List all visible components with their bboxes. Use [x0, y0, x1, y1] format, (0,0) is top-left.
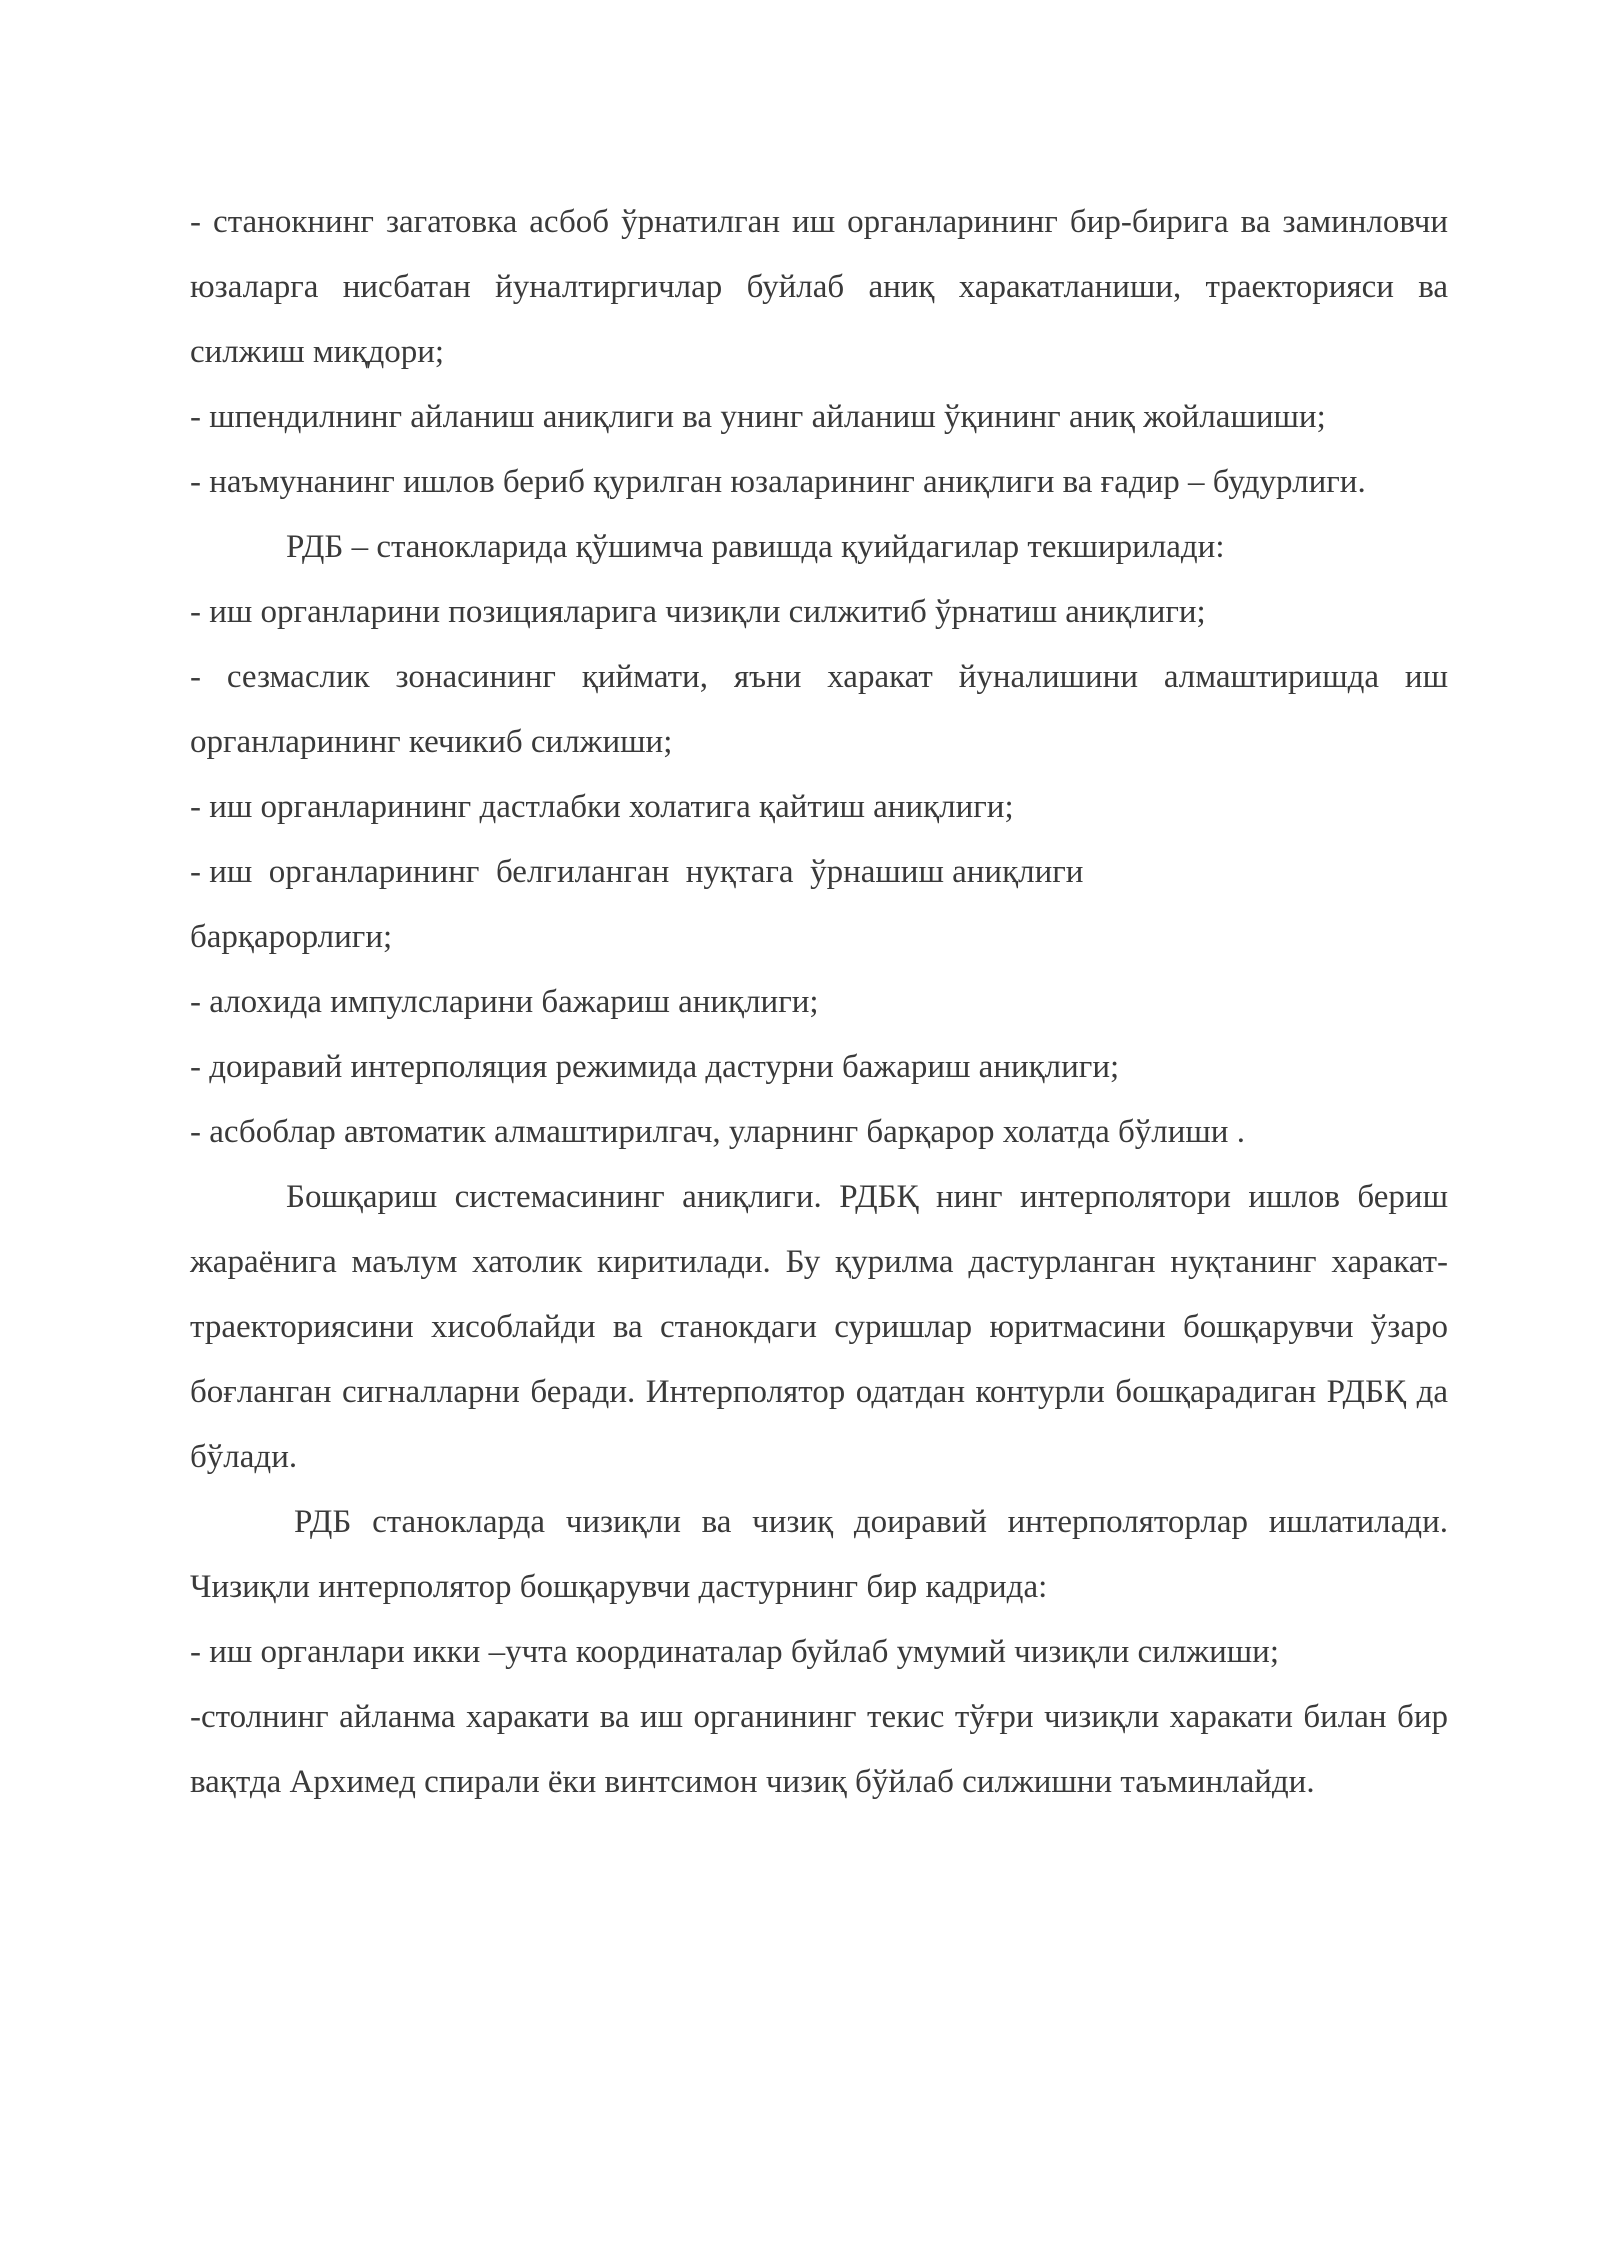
paragraph-item: - иш органларининг дастлабки холатига қайтиш аниқлиги; [190, 789, 1014, 825]
paragraph-heading: РДБ – станокларида қўшимча равишда қуийдагилар текширилади: [286, 529, 1225, 565]
paragraph-item-continuation: барқарорлиги; [190, 919, 393, 955]
paragraph-item: - алохида импулсларини бажариш аниқлиги; [190, 984, 819, 1020]
paragraph-item: - асбоблар автоматик алмаштирилгач, уларнинг барқарор холатда бўлиши . [190, 1114, 1245, 1150]
paragraph-body: РДБ станокларда чизиқли ва чизиқ доиравий интерполяторлар ишлатилади. Чизиқли интерполятор бошқарувчи дастурнинг бир кадрида: [190, 1504, 1448, 1605]
document-page [190, 190, 1448, 1815]
paragraph-item: - шпендилнинг айланиш аниқлиги ва унинг айланиш ўқининг аниқ жойлашиши; [190, 399, 1326, 435]
paragraph-item: - иш органларини позицияларига чизиқли силжитиб ўрнатиш аниқлиги; [190, 594, 1206, 630]
paragraph-item: - станокнинг загатовка асбоб ўрнатилган иш органларининг бир-бирига ва заминловчи юзаларга нисбатан йуналтиргичлар буйлаб аниқ харакатланиши, траекторияси ва силжиш миқдори; [190, 204, 1448, 370]
paragraph-item: - иш органлари икки –учта координаталар буйлаб умумий чизиқли силжиши; [190, 1634, 1279, 1670]
paragraph-item: - доиравий интерполяция режимида дастурни бажариш аниқлиги; [190, 1049, 1120, 1085]
paragraph-item: -столнинг айланма харакати ва иш органининг текис тўғри чизиқли харакати билан бир вақтда Архимед спирали ёки винтсимон чизиқ бўйлаб силжишни таъминлайди. [190, 1699, 1448, 1800]
paragraph-item: - иш органларининг белгиланган нуқтага ўрнашиш аниқлиги [190, 854, 1084, 890]
paragraph-item: - наъмунанинг ишлов бериб қурилган юзаларининг аниқлиги ва ғадир – будурлиги. [190, 464, 1366, 500]
paragraph-body: Бошқариш системасининг аниқлиги. РДБҚ нинг интерполятори ишлов бериш жараёнига маълум хатолик киритилади. Бу қурилма дастурланган нуқтанинг харакат-траекториясини хисоблайди ва станокдаги суришлар юритмасини бошқарувчи ўзаро боғланган сигналларни беради. Интерполятор одатдан контурли бошқарадиган РДБҚ да бўлади. [190, 1179, 1448, 1475]
paragraph-item: - сезмаслик зонасининг қиймати, яъни харакат йуналишини алмаштиришда иш органларининг кечикиб силжиши; [190, 659, 1448, 760]
